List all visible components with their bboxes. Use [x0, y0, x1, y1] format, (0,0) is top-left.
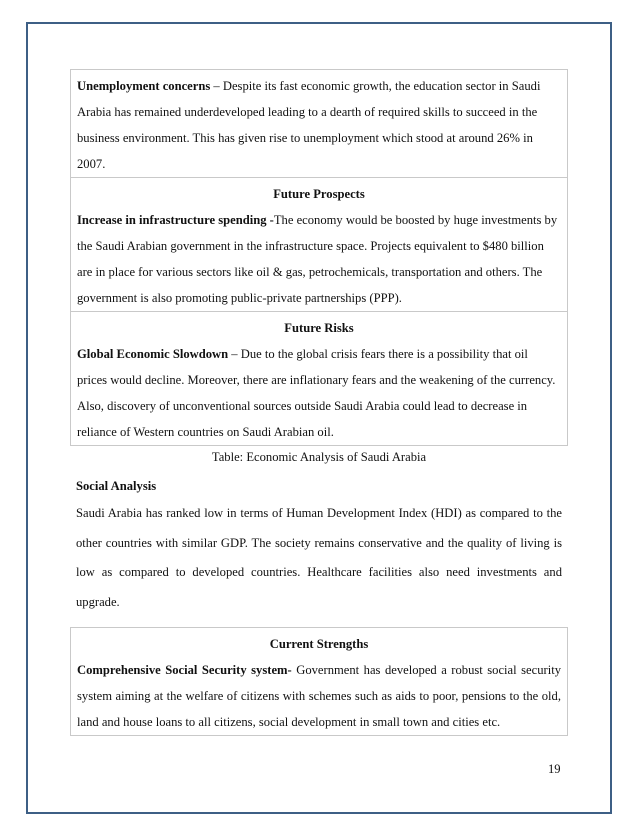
future-prospects-cell — [71, 177, 567, 311]
infrastructure-heading: Increase in infrastructure spending - — [77, 213, 274, 227]
unemployment-text: – Despite its fast economic growth, the education sector in Saudi Arabia has remained underdeveloped leading to a dearth of required skills to succeed in the business environment. This has given rise to unemployment which stood at around 26% in 2007. — [77, 79, 541, 171]
page-content — [70, 69, 568, 736]
page-number: 19 — [548, 762, 561, 776]
unemployment-cell — [71, 70, 567, 177]
social-security-text: Government has developed a robust social security system aiming at the welfare of citizens with schemes such as aids to poor, pensions to the old, land and house loans to all citizens, social development in small town and cities etc. — [77, 663, 561, 729]
infrastructure-text: The economy would be boosted by huge investments by the Saudi Arabian government in the infrastructure space. Projects equivalent to $480 billion are in place for various sectors like oil & gas, petrochemicals, transportation and others. The government is also promoting public-private partnerships (PPP). — [77, 213, 558, 305]
future-risks-cell — [71, 311, 567, 445]
slowdown-text: – Due to the global crisis fears there is a possibility that oil prices would decline. Moreover, there are inflationary fears and the weakening of the currency. Also, discovery of unconventional sources outside Saudi Arabia could lead to decrease in reliance of Western countries on Saudi Arabian oil. — [77, 347, 556, 439]
table-caption: Table: Economic Analysis of Saudi Arabia — [211, 450, 427, 464]
economic-analysis-table — [70, 69, 568, 446]
unemployment-heading: Unemployment concerns — [77, 79, 211, 93]
current-strengths-table — [70, 627, 568, 736]
current-strengths-cell — [71, 628, 567, 735]
social-security-heading: Comprehensive Social Security system- — [77, 663, 292, 677]
slowdown-heading: Global Economic Slowdown — [77, 347, 229, 361]
social-analysis-title: Social Analysis — [76, 479, 157, 493]
future-prospects-title: Future Prospects — [273, 187, 365, 201]
future-risks-title: Future Risks — [284, 321, 354, 335]
social-analysis-paragraph: Saudi Arabia has ranked low in terms of Human Development Index (HDI) as compared to the other countries with similar GDP. The society remains conservative and the quality of living is low as compared to developed countries. Healthcare facilities also need investments and upgrade. — [76, 506, 562, 609]
current-strengths-title: Current Strengths — [269, 637, 369, 651]
